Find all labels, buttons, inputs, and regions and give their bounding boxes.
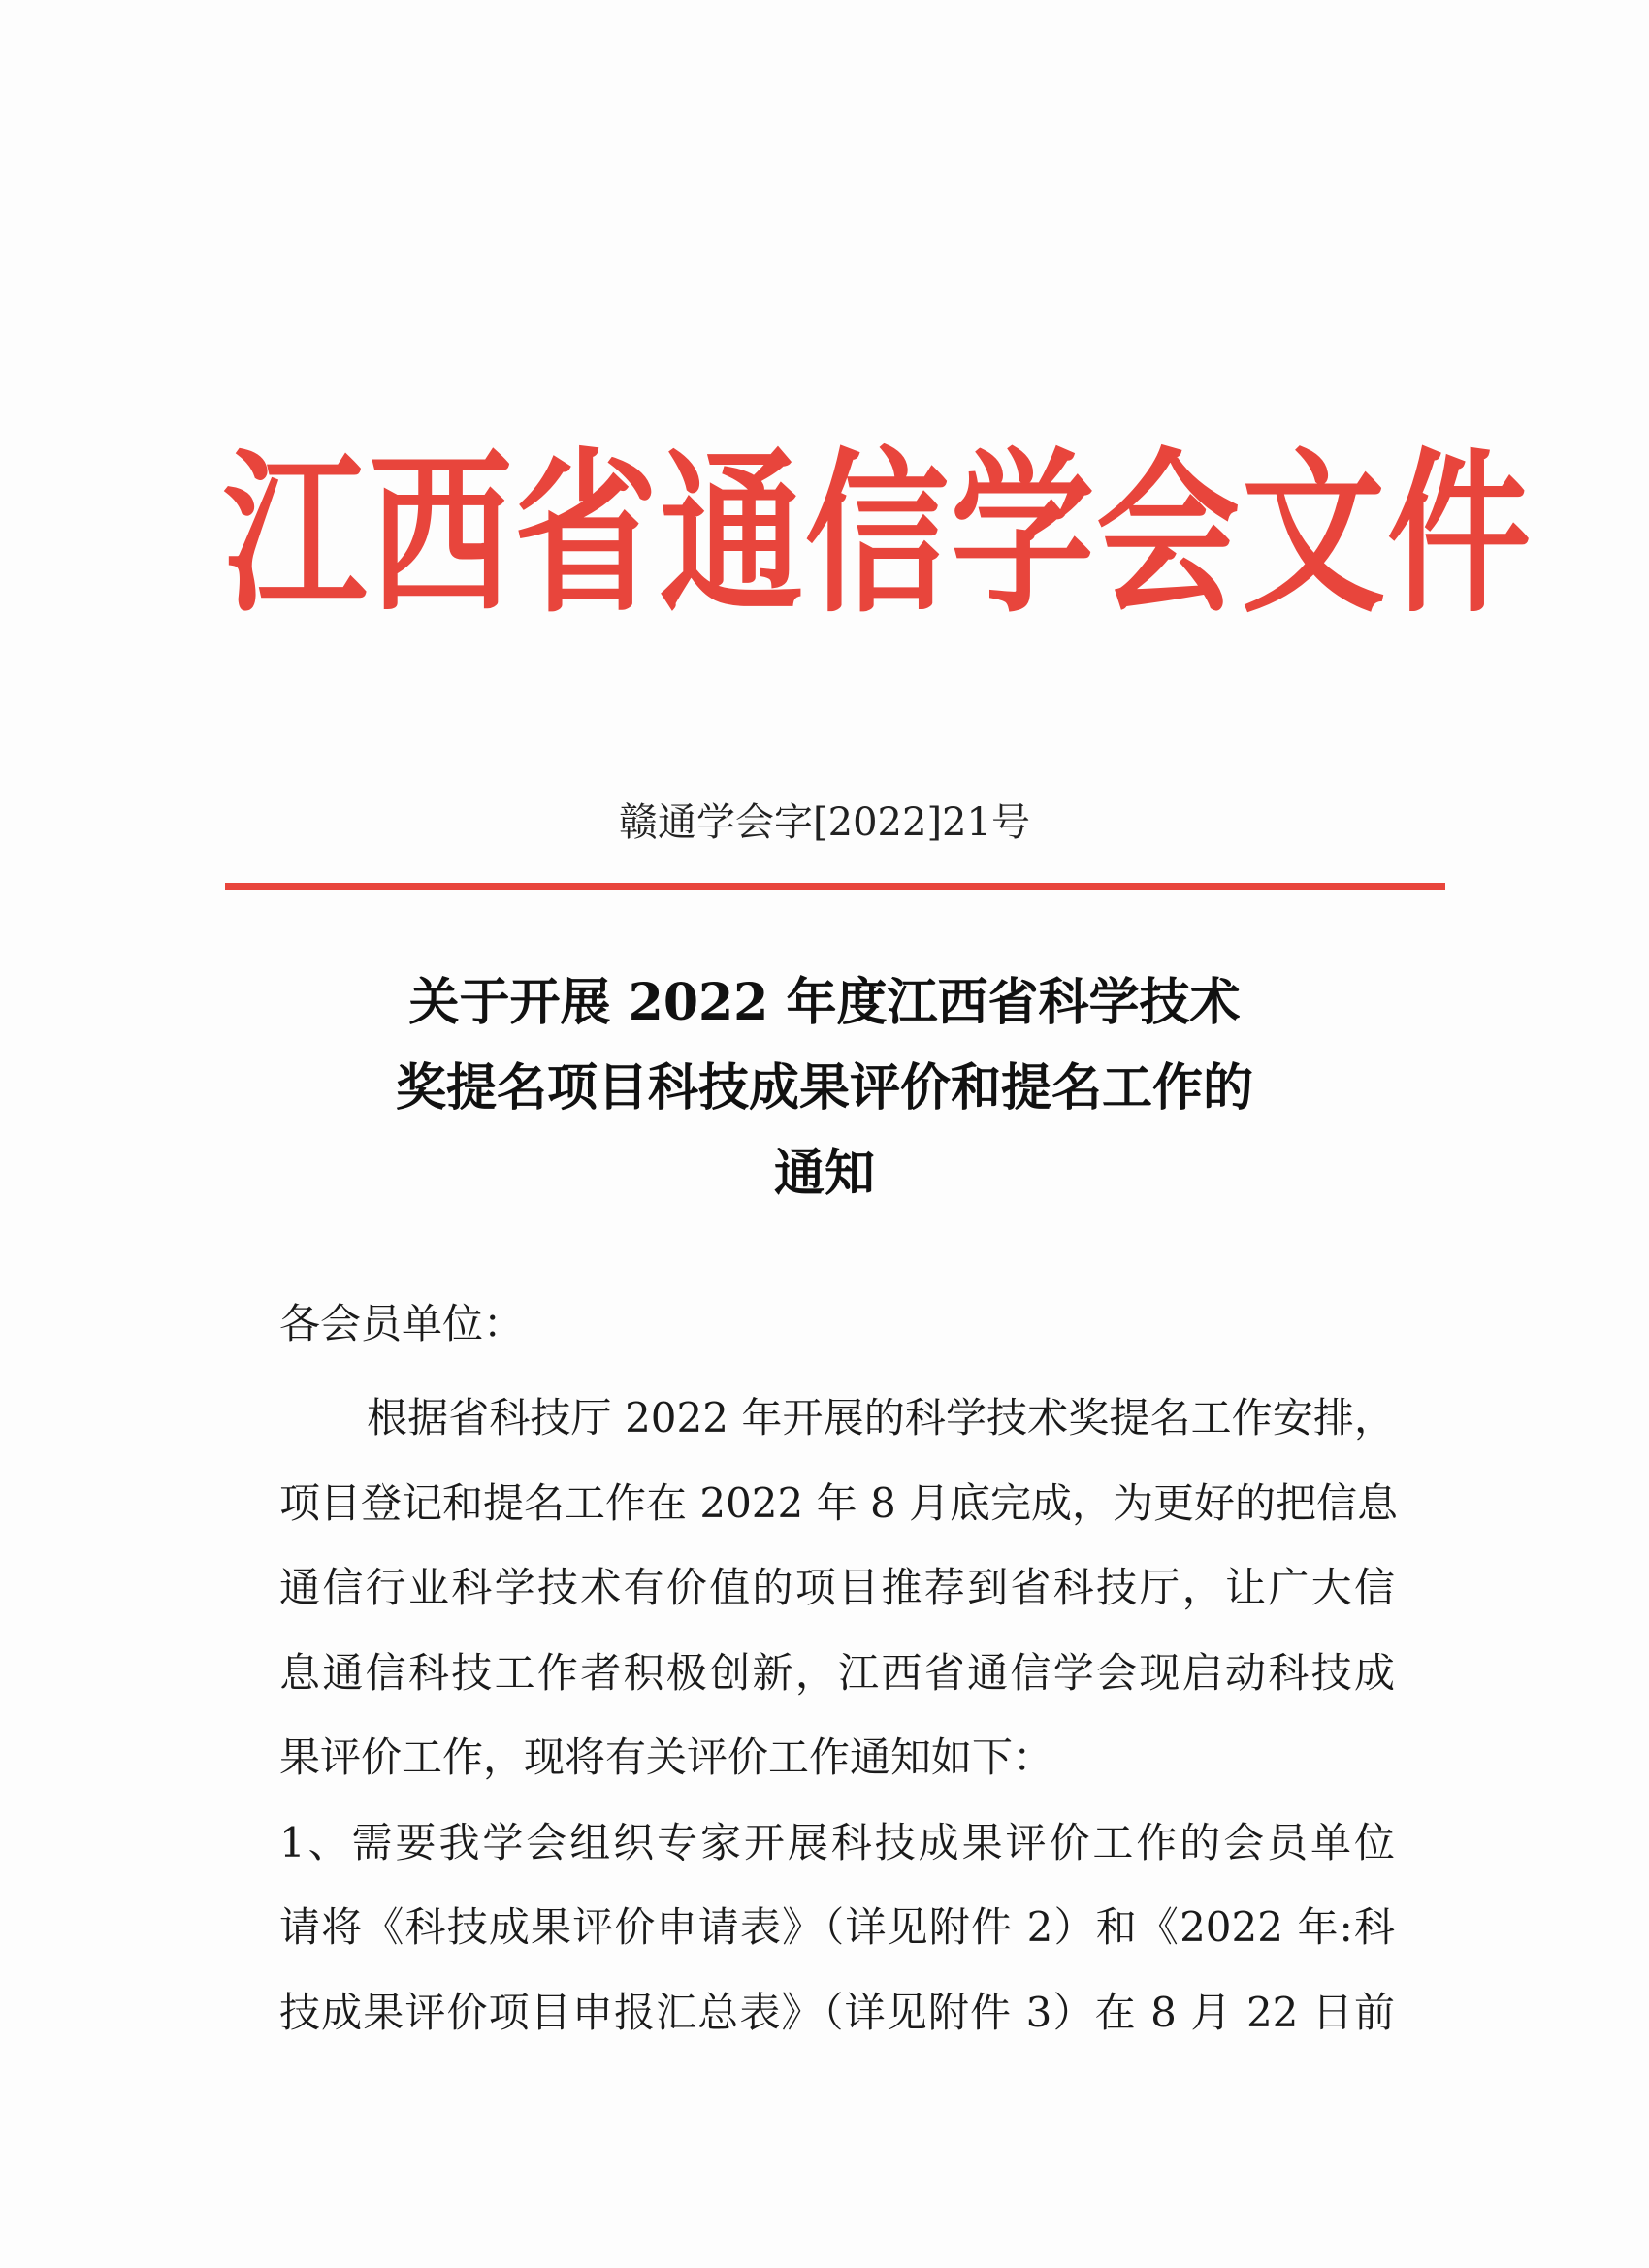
org-red-header-title: 江西省通信学会文件 [223, 430, 1533, 636]
body-line: 1、需要我学会组织专家开展科技成果评价工作的会员单位 [279, 1818, 1395, 1866]
red-divider-line [225, 883, 1445, 890]
body-line: 息通信科技工作者积极创新，江西省通信学会现启动科技成 [279, 1648, 1395, 1697]
notice-title-line: 关于开展 2022 年度江西省科学技术 [408, 973, 1241, 1032]
body-line: 项目登记和提名工作在 2022 年 8 月底完成，为更好的把信息 [279, 1478, 1399, 1527]
document-number: 赣通学会字[2022]21号 [619, 800, 1030, 845]
body-line: 果评价工作，现将有关评价工作通知如下： [279, 1733, 1054, 1781]
salutation: 各会员单位： [279, 1300, 525, 1347]
notice-title-line: 奖提名项目科技成果评价和提名工作的 [395, 1058, 1253, 1118]
body-line: 请将《科技成果评价申请表》（详见附件 2）和《2022 年:科 [279, 1903, 1395, 1951]
body-line: 根据省科技厅 2022 年开展的科学技术奖提名工作安排， [367, 1394, 1395, 1442]
body-line: 通信行业科学技术有价值的项目推荐到省科技厅，让广大信 [279, 1564, 1395, 1611]
notice-title [0, 960, 1649, 1216]
notice-title-line: 通知 [773, 1144, 875, 1203]
body-line: 技成果评价项目申报汇总表》（详见附件 3）在 8 月 22 日前 [279, 1988, 1395, 2036]
body-text [279, 1376, 1399, 2055]
